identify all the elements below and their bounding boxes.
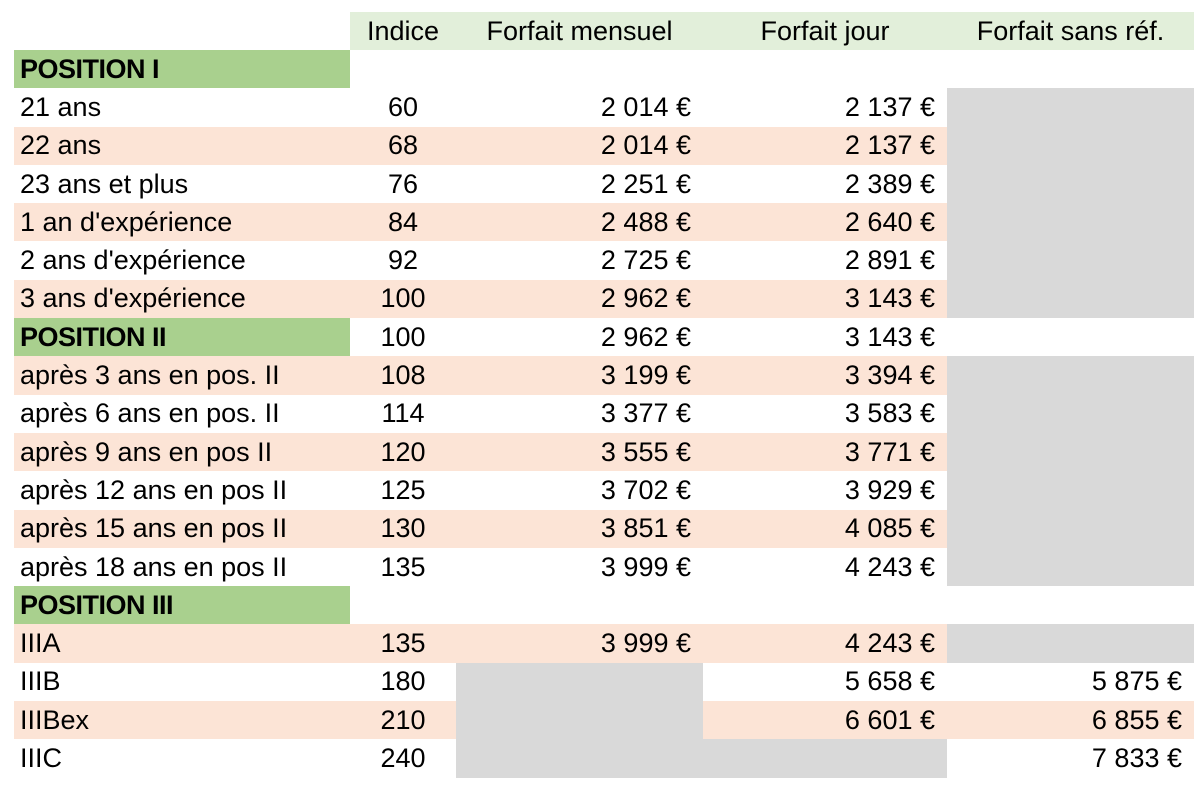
table-row (14, 127, 1194, 165)
row-label: après 15 ans en pos II (14, 510, 350, 548)
cell-forfait-jour: 3 143 € (844, 321, 935, 352)
row-label: IIIB (20, 666, 61, 697)
cell-forfait-sans-ref (947, 88, 1194, 126)
cell-forfait-jour (703, 739, 947, 777)
cell-forfait-mensuel: 2 962 € (456, 280, 703, 318)
table-row (14, 510, 1194, 548)
cell-indice: 240 (380, 742, 426, 773)
cell-indice: 100 (350, 280, 456, 318)
table-row (14, 624, 1194, 662)
cell-indice: 68 (350, 127, 456, 165)
cell-forfait-sans-ref (947, 280, 1194, 318)
cell-indice: 60 (387, 91, 419, 122)
cell-forfait-sans-ref: 5 875 € (1091, 666, 1182, 697)
table-row (14, 165, 1194, 203)
cell-forfait-mensuel: 3 851 € (456, 510, 703, 548)
table-row (14, 433, 1194, 471)
cell-forfait-mensuel: 2 488 € (456, 203, 703, 241)
section-heading: POSITION III (14, 586, 350, 624)
row-label: IIIBex (14, 701, 350, 739)
header-forfait-mensuel: Forfait mensuel (456, 12, 703, 50)
cell-forfait-sans-ref (947, 548, 1194, 586)
row-label: après 18 ans en pos II (20, 551, 288, 582)
table-row (14, 203, 1194, 241)
table-row (14, 241, 1194, 279)
cell-forfait-jour: 5 658 € (844, 666, 935, 697)
row-label: 1 an d'expérience (14, 203, 350, 241)
cell-forfait-sans-ref (947, 433, 1194, 471)
section-heading: POSITION II (14, 318, 350, 356)
cell-forfait-sans-ref (947, 203, 1194, 241)
cell-forfait-jour: 4 243 € (703, 624, 947, 662)
row-label: 3 ans d'expérience (14, 280, 350, 318)
cell-forfait-sans-ref: 7 833 € (1091, 742, 1182, 773)
cell-forfait-mensuel (456, 663, 703, 701)
cell-forfait-mensuel: 2 014 € (456, 127, 703, 165)
header-indice: Indice (350, 12, 456, 50)
cell-forfait-jour: 4 243 € (844, 551, 935, 582)
cell-forfait-sans-ref (947, 318, 1194, 356)
section-row (14, 586, 1194, 624)
cell-forfait-mensuel: 2 251 € (600, 168, 691, 199)
cell-forfait-sans-ref (947, 510, 1194, 548)
row-label: IIIA (14, 624, 350, 662)
table-body (14, 50, 1194, 778)
cell-forfait-jour: 2 640 € (703, 203, 947, 241)
salary-grid-table (14, 12, 1194, 778)
cell-forfait-sans-ref (947, 127, 1194, 165)
cell-indice: 84 (350, 203, 456, 241)
section-row (14, 50, 1194, 88)
cell-forfait-sans-ref: 6 855 € (947, 701, 1194, 739)
cell-forfait-mensuel: 2 014 € (600, 91, 691, 122)
cell-forfait-sans-ref (947, 165, 1194, 203)
cell-forfait-mensuel: 3 199 € (456, 356, 703, 394)
cell-indice: 108 (350, 356, 456, 394)
cell-forfait-jour (703, 50, 947, 88)
cell-forfait-mensuel: 2 725 € (600, 245, 691, 276)
row-label: 2 ans d'expérience (20, 245, 246, 276)
table-row (14, 663, 1194, 701)
cell-indice: 210 (350, 701, 456, 739)
cell-forfait-mensuel (456, 701, 703, 739)
cell-forfait-jour: 2 137 € (844, 91, 935, 122)
cell-indice: 180 (380, 666, 426, 697)
table-row (14, 548, 1194, 586)
cell-forfait-mensuel (456, 739, 703, 777)
row-label: après 12 ans en pos II (20, 474, 288, 505)
table-row (14, 280, 1194, 318)
cell-forfait-mensuel: 3 702 € (600, 474, 691, 505)
cell-forfait-jour: 3 143 € (703, 280, 947, 318)
cell-forfait-sans-ref (947, 241, 1194, 279)
cell-forfait-mensuel (456, 586, 703, 624)
cell-forfait-sans-ref (947, 471, 1194, 509)
row-label: IIIC (20, 742, 63, 773)
cell-indice: 135 (350, 624, 456, 662)
section-row (14, 318, 1194, 356)
table-row (14, 356, 1194, 394)
row-label: 23 ans et plus (20, 168, 189, 199)
row-label: après 6 ans en pos. II (20, 398, 280, 429)
cell-indice: 120 (350, 433, 456, 471)
header-forfait-sans-ref: Forfait sans réf. (947, 12, 1194, 50)
table-row (14, 701, 1194, 739)
cell-forfait-mensuel: 3 555 € (456, 433, 703, 471)
cell-forfait-jour: 3 394 € (703, 356, 947, 394)
cell-indice: 100 (380, 321, 426, 352)
header-forfait-jour: Forfait jour (703, 12, 947, 50)
table-row (14, 471, 1194, 509)
cell-forfait-mensuel: 2 962 € (600, 321, 691, 352)
cell-forfait-jour: 2 137 € (703, 127, 947, 165)
cell-forfait-mensuel: 3 999 € (600, 551, 691, 582)
cell-forfait-sans-ref (947, 356, 1194, 394)
cell-forfait-jour: 6 601 € (703, 701, 947, 739)
cell-forfait-mensuel: 3 999 € (456, 624, 703, 662)
table-row (14, 739, 1194, 777)
row-label: après 9 ans en pos II (14, 433, 350, 471)
row-label: 21 ans (20, 91, 102, 122)
section-heading: POSITION I (14, 50, 350, 88)
cell-forfait-jour: 3 771 € (703, 433, 947, 471)
cell-forfait-jour: 2 891 € (844, 245, 935, 276)
cell-indice: 76 (387, 168, 419, 199)
table-row (14, 395, 1194, 433)
cell-indice (350, 50, 456, 88)
header-row (14, 12, 1194, 50)
cell-forfait-jour: 4 085 € (703, 510, 947, 548)
header-corner-cell (14, 12, 350, 50)
cell-forfait-mensuel (456, 50, 703, 88)
cell-indice: 92 (387, 245, 419, 276)
cell-forfait-jour: 3 583 € (844, 398, 935, 429)
cell-forfait-sans-ref (947, 50, 1194, 88)
cell-forfait-jour: 2 389 € (844, 168, 935, 199)
row-label: 22 ans (14, 127, 350, 165)
cell-indice: 114 (381, 398, 425, 429)
cell-forfait-sans-ref (947, 395, 1194, 433)
cell-forfait-jour: 3 929 € (844, 474, 935, 505)
cell-forfait-mensuel: 3 377 € (600, 398, 691, 429)
table-row (14, 88, 1194, 126)
cell-indice: 130 (350, 510, 456, 548)
cell-indice (350, 586, 456, 624)
cell-indice: 135 (380, 551, 426, 582)
cell-forfait-jour (703, 586, 947, 624)
cell-forfait-sans-ref (947, 586, 1194, 624)
cell-forfait-sans-ref (947, 624, 1194, 662)
cell-indice: 125 (380, 474, 426, 505)
row-label: après 3 ans en pos. II (14, 356, 350, 394)
